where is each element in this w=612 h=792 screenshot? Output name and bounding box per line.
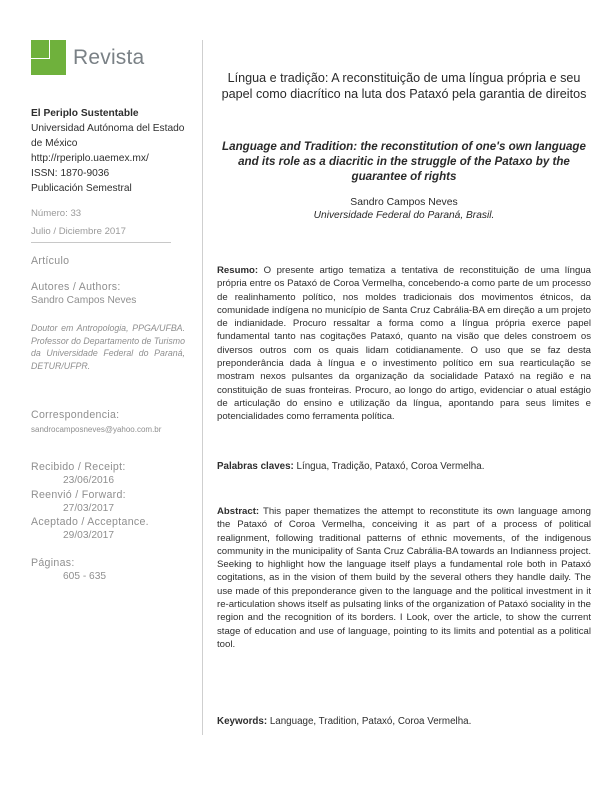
issue-period: Julio / Diciembre 2017 [31,226,126,237]
section-label: Artículo [31,255,70,267]
pages-value: 605 - 635 [63,571,107,582]
journal-name: El Periplo Sustentable [31,108,139,119]
sidebar-divider [31,242,171,243]
university-line-2: de México [31,138,78,149]
journal-url[interactable]: http://rperiplo.uaemex.mx/ [31,153,149,164]
correspondence-label: Correspondencia: [31,409,120,421]
university-line-1: Universidad Autónoma del Estado [31,123,185,134]
journal-logo-icon [31,40,66,75]
article-author: Sandro Campos Neves [350,197,458,208]
issue-number: Número: 33 [31,208,82,219]
keywords-label: Keywords: [217,716,268,727]
palavras-label: Palabras claves: [217,461,294,472]
author-email[interactable]: sandrocamposneves@yahoo.com.br [31,425,162,434]
keywords-text: Language, Tradition, Pataxó, Coroa Vermelha. [269,716,472,727]
article-title-pt: Língua e tradição: A reconstituição de uma língua própria e seu papel como diacrítico na luta dos Pataxó pela garantia de direitos [221,71,587,101]
pages-label: Páginas: [31,557,75,569]
accepted-date: 29/03/2017 [63,530,114,541]
authors-label: Autores / Authors: [31,281,121,293]
resumo-paragraph [217,264,591,424]
resumo-label: Resumo: [217,265,259,276]
forwarded-label: Reenvió / Forward: [31,489,126,501]
journal-logo-text: Revista [73,46,145,69]
periodicity: Publicación Semestral [31,183,132,194]
forwarded-date: 27/03/2017 [63,503,114,514]
resumo-text: O presente artigo tematiza a tentativa de reconstituição de uma língua própria entre os Pataxó de Coroa Vermelha, concebendo-a como parte de um processo de realinhamento político, nos moldes tradicionais dos movimentos étnicos, da comunidade indígena no município de Santa Cruz Cabrália-BA em direção a um projeto de indianidade. Procuro ressaltar a forma como a língua própria exerce papel fundamental tanto nas cogitações Pataxó, quanto na visão que deles constroem os diversos outros com os quais lidam cotidianamente. O uso que se faz desta preponderância dada à língua e o investimento político em sua rearticulação se mostram nexos pulsantes da organização da socialidade Pataxó na região e na constituição de suas fronteiras. Procuro, ao longo do artigo, evidenciar o atual estágio de articulação do ensino e utilização da língua, apontando para seus limites e potencialidades como ferramenta política. [217,265,591,423]
received-label: Recibido / Receipt: [31,461,126,473]
abstract-text: This paper thematizes the attempt to reconstitute its own language among the Pataxó of Coroa Vermelha, conceiving it as part of a process of political realignment, following traditional patterns of ethnic movements, of the indigenous community in the municipality of Santa Cruz Cabrália-BA towards an Indianness project. Seeking to highlight how the language itself plays a fundamental role both in Pataxó cogitations, as in the vision of them build by the several others they handle daily. The use made of this preponderance given to the language and the political investment in it re-articulation shows itself as pulsating links of the organization of Pataxó sociality in the region and the recognition of its borders. I Look, over the article, to show the current stage of education and use of language, pointing to its limits and potential as a political tool. [217,506,592,650]
accepted-label: Aceptado / Acceptance. [31,516,149,528]
article-affiliation: Universidade Federal do Paraná, Brasil. [313,210,495,221]
abstract-paragraph [217,505,591,651]
article-title-en: Language and Tradition: the reconstitution of one's own language and its role as a diacritic in the struggle of the Pataxo by the guarantee of rights [222,140,586,183]
palavras-claves [217,461,591,472]
column-divider [202,40,203,735]
palavras-text: Língua, Tradição, Pataxó, Coroa Vermelha. [296,461,485,472]
sidebar-author-name: Sandro Campos Neves [31,295,137,306]
received-date: 23/06/2016 [63,475,114,486]
issn: ISSN: 1870-9036 [31,168,110,179]
author-bio: Doutor em Antropologia, PPGA/UFBA. Professor do Departamento de Turismo da Universidade Federal do Paraná, DETUR/UFPR. [31,323,185,371]
keywords [217,716,591,727]
abstract-label: Abstract: [217,506,260,517]
